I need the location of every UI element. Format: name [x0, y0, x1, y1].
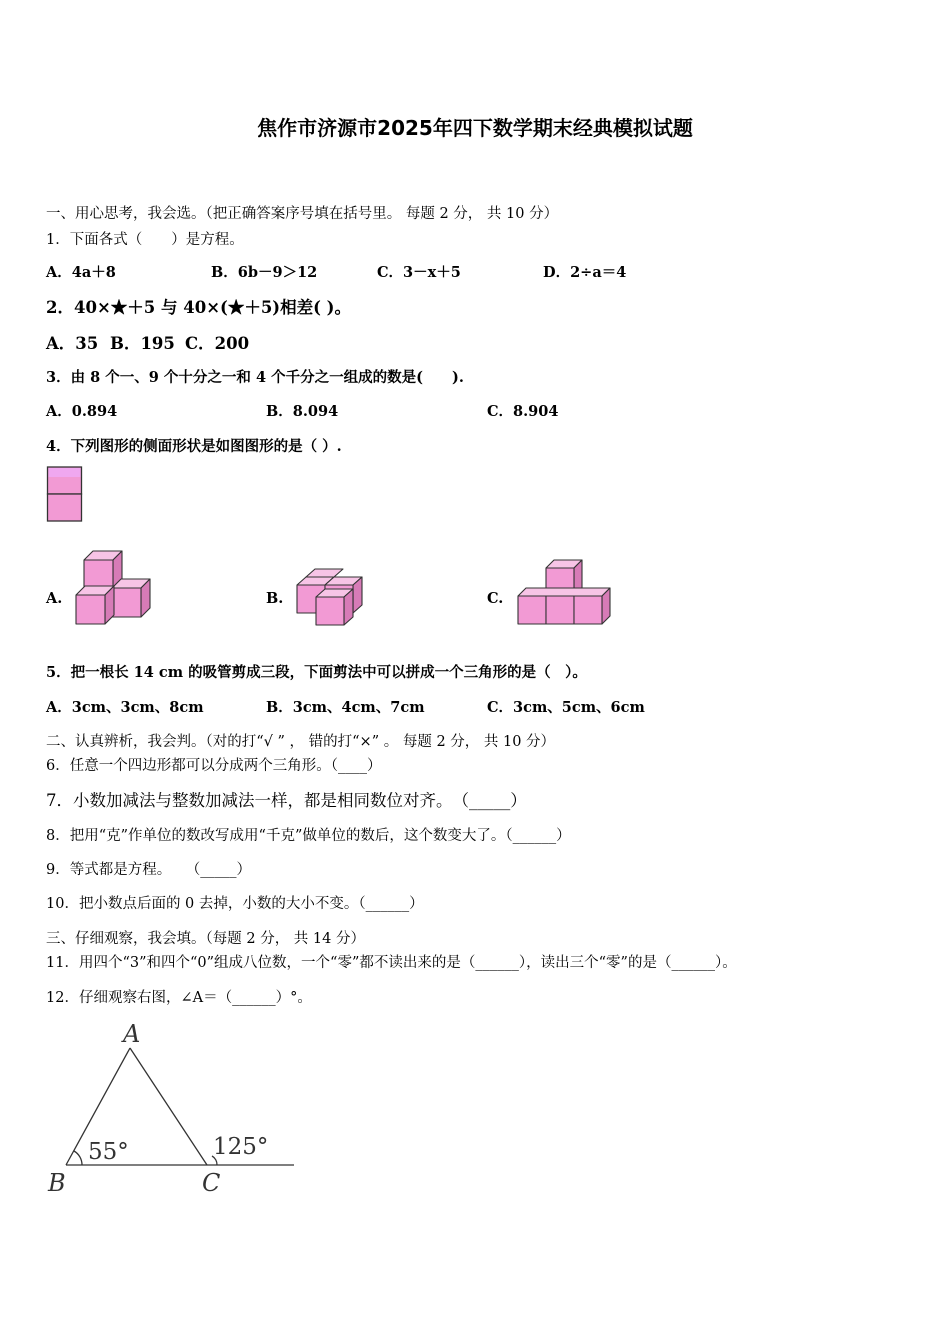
question-2-stem: 2．40×★＋5 与 40×(★＋5)相差( )。 [46, 298, 351, 317]
vertex-b-label: B [48, 1169, 66, 1197]
q2-option-b: B．195 [110, 334, 175, 353]
question-11: 11．用四个“3”和四个“0”组成八位数，一个“零”都不读出来的是（______），读出三个“零”的是（______）。 [46, 955, 737, 971]
page-title: 焦作市济源市2025年四下数学期末经典模拟试题 [257, 116, 693, 140]
question-5-stem: 5．把一根长 14 cm 的吸管剪成三段，下面剪法中可以拼成一个三角形的是（ ）。 [46, 664, 587, 681]
angle-b-arc [74, 1151, 82, 1165]
q2-option-a: A．35 [46, 334, 99, 353]
q1-option-b: B．6b－9＞12 [211, 264, 318, 281]
q1-option-d: D．2÷a＝4 [543, 264, 627, 281]
reference-bottom-square [48, 494, 82, 521]
question-10: 10．把小数点后面的 0 去掉，小数的大小不变。（______） [46, 896, 424, 912]
section-3-heading: 三、仔细观察，我会填。（每题 2 分， 共 14 分） [46, 931, 365, 947]
exterior-angle-c-label: 125° [213, 1134, 269, 1160]
q1-option-c: C．3－x＋5 [377, 264, 461, 281]
q3-option-c: C．8.904 [487, 403, 559, 420]
section-2-heading: 二、认真辨析，我会判。（对的打“√ ” ， 错的打“×” 。 每题 2 分， 共 10 分） [46, 734, 556, 750]
q5-option-c: C．3cm、5cm、6cm [487, 699, 645, 716]
question-4-stem: 4．下列图形的侧面形状是如图图形的是（ ）. [46, 438, 342, 455]
q4-option-b: B. [266, 590, 284, 607]
q4-figure-b [294, 563, 366, 629]
question-8: 8．把用“克”作单位的数改写成用“千克”做单位的数后，这个数变大了。（______） [46, 828, 571, 844]
vertex-a-label: A [123, 1020, 141, 1048]
question-12: 12．仔细观察右图，∠A＝（______）°。 [46, 990, 312, 1006]
q2-option-c: C．200 [185, 334, 250, 353]
section-1-heading: 一、用心思考，我会选。（把正确答案序号填在括号里。 每题 2 分， 共 10 分） [46, 206, 559, 222]
angle-b-label: 55° [88, 1139, 129, 1165]
q3-option-b: B．8.094 [266, 403, 339, 420]
side-ac [130, 1048, 207, 1165]
question-1-stem: 1．下面各式（ ）是方程。 [46, 232, 244, 248]
question-6: 6．任意一个四边形都可以分成两个三角形。（____） [46, 758, 382, 774]
q4-option-c: C. [487, 590, 504, 607]
q4-option-a: A. [46, 590, 63, 607]
q1-option-a: A．4a＋8 [46, 264, 116, 281]
q5-option-b: B．3cm、4cm、7cm [266, 699, 425, 716]
q12-triangle-figure [44, 1016, 304, 1198]
question-3-stem: 3．由 8 个一、9 个十分之一和 4 个千分之一组成的数是( ). [46, 369, 464, 386]
question-9: 9．等式都是方程。 （_____） [46, 862, 251, 878]
q4-reference-figure [46, 464, 84, 524]
vertex-c-label: C [202, 1169, 221, 1197]
q4-figure-c [514, 556, 614, 628]
q3-option-a: A．0.894 [46, 403, 118, 420]
q5-option-a: A．3cm、3cm、8cm [46, 699, 204, 716]
q4-figure-a [74, 548, 154, 628]
question-7: 7．小数加减法与整数加减法一样，都是相同数位对齐。 （_____） [46, 791, 527, 810]
reference-top-highlight [49, 468, 81, 477]
